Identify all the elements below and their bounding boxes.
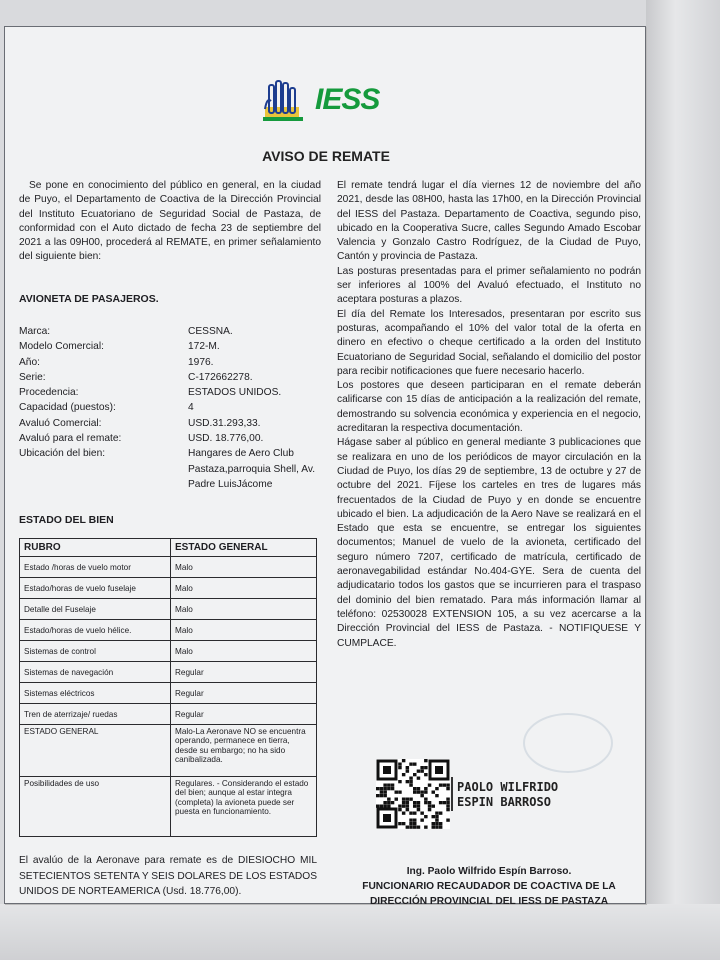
right-column	[337, 179, 641, 651]
table-row	[20, 557, 317, 578]
spec-row	[19, 446, 319, 492]
right-paragraph: Los postores que deseen participaran en el remate deberán calificarse con 15 días de anticipación a la realización del remate, demostrando su solvencia económica y experiencia en el negocio, acreditaran la respectiva documentación.	[337, 380, 641, 435]
spec-value: C-172662278.	[188, 371, 253, 383]
signer-role-2: DIRECCIÓN PROVINCIAL DEL IESS DE PASTAZA	[369, 895, 609, 907]
state-table	[19, 538, 317, 837]
table-cell: Malo	[171, 599, 317, 620]
table-cell: Malo	[171, 578, 317, 599]
spec-row	[19, 339, 319, 354]
table-cell: Malo-La Aeronave NO se encuentra operando, permanece en tierra, desde su embargo; no ha sido canibalizada.	[171, 725, 317, 777]
table-header-cell: ESTADO GENERAL	[171, 539, 317, 557]
spec-label: Serie:	[19, 371, 46, 383]
background-bottom	[0, 904, 720, 960]
signature-bar	[451, 777, 453, 811]
spec-label: Avaluó para el remate:	[19, 433, 122, 445]
digital-signature	[457, 780, 558, 809]
table-row	[20, 725, 317, 777]
spec-value: ESTADOS UNIDOS.	[188, 387, 282, 399]
page-title: AVISO DE REMATE	[262, 148, 390, 164]
table-cell: Sistemas de control	[20, 641, 171, 662]
spec-value: 4	[188, 402, 194, 414]
table-cell: Malo	[171, 641, 317, 662]
table-cell: Regular	[171, 662, 317, 683]
intro-paragraph: Se pone en conocimiento del público en general, en la ciudad de Puyo, el Departamento de Coactiva de la Dirección Provincial del Instituto Ecuatoriano de Seguridad Social de Pastaza, de conformidad con el Auto dictado de fecha 23 de septiembre del 2021 a las 09H00, procederá al REMATE, en primer señalamiento del siguiente bien:	[19, 180, 321, 263]
spec-row	[19, 385, 319, 400]
spec-value: 1976.	[188, 356, 214, 368]
table-row	[20, 641, 317, 662]
item-heading: AVIONETA DE PASAJEROS.	[19, 293, 159, 305]
spec-label: Capacidad (puestos):	[19, 402, 116, 414]
spec-value: USD. 18.776,00.	[188, 433, 264, 445]
table-row	[20, 704, 317, 725]
right-paragraph: Hágase saber al público en general mediante 3 publicaciones que se realizara en uno de los periódicos de mayor circulación en la Ciudad de Puyo, los días 29 de septiembre, 13 de octubre y 27 de octubre del 2021. Fíjese los carteles en tres de lugares más frecuentados de la Ciudad de Puyo y en donde se encuentre ubicado el bien. La adjudicación de la Aero Nave se realizará en el Estado que esta se encuentre, se entregar los siguientes documentos; Manuel de vuelo de la avioneta, certificado del seguro número 7207, certificado de matrícula, certificado de aeronavegabilidad estándar No.404-GYE. Sera de cuenta del adjudicatario todos los gastos que se incurrieren para el traspaso del dominio del bien rematado. Para más información llamar al teléfono: 02530028 EXTENSION 105, a su vez acercarse a la Dirección Provincial del IESS de Pastaza. - NOTIFIQUESE Y CUMPLACE.	[337, 437, 641, 649]
spec-value: 172-M.	[188, 341, 220, 353]
qr-code-icon	[376, 759, 450, 829]
spec-label: Año:	[19, 356, 40, 368]
table-cell: Estado/horas de vuelo fuselaje	[20, 578, 171, 599]
table-row	[20, 578, 317, 599]
spec-value: CESSNA.	[188, 326, 233, 337]
right-paragraph: El remate tendrá lugar el día viernes 12 de noviembre del año 2021, desde las 08H00, hasta las 17h00, en la Dirección Provincial del IESS del Pastaza. Departamento de Coactiva, segundo piso, ubicado en la Cooperativa Sucre, calles Segundo Amado Escobar Valencia y Gonzalo Castro Rodríguez, de la Ciudad de Puyo, Cantón y provincia de Pastaza.	[337, 180, 641, 263]
table-cell: Detalle del Fuselaje	[20, 599, 171, 620]
faint-seal	[523, 713, 613, 773]
spec-row	[19, 431, 319, 446]
table-cell: Estado/horas de vuelo hélice.	[20, 620, 171, 641]
table-cell: Estado /horas de vuelo motor	[20, 557, 171, 578]
state-heading: ESTADO DEL BIEN	[19, 514, 114, 526]
signer-role-1: FUNCIONARIO RECAUDADOR DE COACTIVA DE LA	[362, 880, 616, 892]
table-cell: Regular	[171, 683, 317, 704]
table-row	[20, 662, 317, 683]
spec-label: Avaluó Comercial:	[19, 417, 102, 429]
table-row	[20, 599, 317, 620]
table-row	[20, 620, 317, 641]
table-row	[20, 777, 317, 837]
table-cell: Malo	[171, 557, 317, 578]
table-cell: Regular	[171, 704, 317, 725]
valuation-paragraph: El avalúo de la Aeronave para remate es de DIESIOCHO MIL SETECIENTOS SETENTA Y SEIS DOLARES DE LOS ESTADOS UNIDOS DE NORTEAMERICA (Usd. 18.776,00).	[19, 855, 317, 897]
notice-sheet	[4, 26, 646, 907]
spec-list	[19, 324, 319, 492]
spec-row	[19, 370, 319, 385]
iess-hand-logo-icon	[263, 79, 311, 125]
signer-line-2: ESPIN BARROSO	[457, 794, 551, 809]
right-paragraph: Las posturas presentadas para el primer señalamiento no podrán ser inferiores al 100% del Avaluó efectuado, el Instituto no aceptara posturas a plazos.	[337, 265, 641, 306]
table-header-row	[20, 539, 317, 557]
spec-row	[19, 324, 319, 339]
spec-row	[19, 400, 319, 415]
table-cell: Sistemas eléctricos	[20, 683, 171, 704]
table-row	[20, 683, 317, 704]
table-cell: Regulares. - Considerando el estado del bien; aunque al estar integra (completa) la avioneta puede ser puesta en funcionamiento.	[171, 777, 317, 837]
signer-line-1: PAOLO WILFRIDO	[457, 780, 559, 794]
iess-logo	[263, 77, 403, 127]
spec-value: Hangares de Aero Club Pastaza,parroquia Shell, Av. Padre LuisJácome	[188, 448, 316, 490]
spec-label: Ubicación del bien:	[19, 448, 106, 460]
spec-label: Marca:	[19, 326, 51, 337]
table-cell: Tren de aterrizaje/ ruedas	[20, 704, 171, 725]
signer-name: Ing. Paolo Wilfrido Espín Barroso.	[406, 866, 572, 877]
spec-row	[19, 416, 319, 431]
signature-block	[337, 865, 641, 909]
table-cell: Sistemas de navegación	[20, 662, 171, 683]
spec-label: Modelo Comercial:	[19, 341, 104, 353]
spec-row	[19, 355, 319, 370]
right-paragraph: El día del Remate los Interesados, presentaran por escrito sus posturas, acompañando el 10% del valor total de la oferta en dinero en efectivo o cheque certificado a la orden del Instituto Ecuatoriano de Seguridad Social, señalando el domicilio del postor para recibir notificaciones que fuere necesario hacerlo.	[337, 308, 641, 377]
spec-label: Procedencia:	[19, 387, 79, 399]
table-header-cell: RUBRO	[20, 539, 171, 557]
table-cell: ESTADO GENERAL	[20, 725, 171, 777]
table-cell: Posibilidades de uso	[20, 777, 171, 837]
logo-text: IESS	[315, 83, 380, 116]
spec-value: USD.31.293,33.	[188, 417, 261, 429]
table-cell: Malo	[171, 620, 317, 641]
background-right	[646, 0, 720, 960]
